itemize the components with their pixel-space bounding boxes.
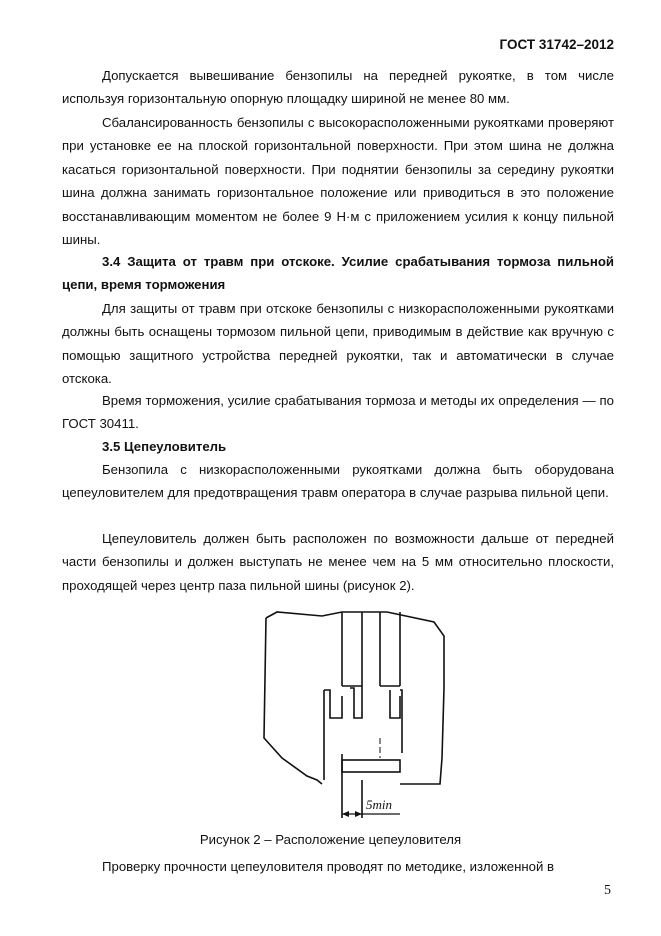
bar-strip (342, 612, 400, 686)
paragraph-chain-brake: Для защиты от травм при отскоке бензопилы с низкорасположенными рукоятками должны быть оснащены тормозом пильной цепи, приводимым в действие как вручную с помощью защитного устройства передней рукоятки, так и автоматически в случае отскока. (62, 301, 614, 387)
paragraph-balance: Сбалансированность бензопилы с высокорасположенными рукоятками проверяют при установке ее на плоской горизонтальной поверхности. При этом шина не должна касаться горизонтальной поверхности. При поднятии бензопилы за середину рукоятки шина должна занимать горизонтальное положение или приводиться в это положение восстанавливающим моментом не более 9 Н·м с приложением усилия к концу пильной шины. (62, 115, 614, 248)
body-left-edge (264, 618, 322, 784)
figure-caption: Рисунок 2 – Расположение цепеуловителя (199, 832, 462, 847)
paragraph-braking-time: Время торможения, усилие срабатывания тормоза и методы их определения — по ГОСТ 30411. (62, 393, 614, 432)
paragraph-catcher-position: Цепеуловитель должен быть расположен по возможности дальше от передней части бензопилы и должен выступать не менее чем на 5 мм относительно плоскости, проходящей через центр паза пильной шины (рисунок 2). (62, 531, 614, 593)
section-heading-3-4: 3.4 Защита от травм при отскоке. Усилие срабатывания тормоза пильной цепи, время торможения (62, 254, 614, 293)
section-heading-3-5: 3.5 Цепеуловитель (102, 439, 227, 454)
paragraph-chain-catcher: Бензопила с низкорасположенными рукоятками должна быть оборудована цепеуловителем для предотвращения травм оператора в случае разрыва пильной цепи. (62, 462, 614, 501)
figure-chain-catcher-drawing (262, 608, 462, 830)
paragraph-hanging: Допускается вывешивание бензопилы на передней рукоятке, в том числе используя горизонтальную опорную площадку шириной не менее 80 мм. (62, 68, 614, 107)
standard-number: ГОСТ 31742–2012 (499, 37, 614, 52)
body-outline (266, 612, 444, 784)
page-number: 5 (604, 883, 611, 898)
dimension-label: 5min (366, 797, 392, 812)
paragraph-strength-test: Проверку прочности цепеуловителя проводят по методике, изложенной в (102, 859, 555, 874)
catcher-plate (342, 760, 400, 772)
